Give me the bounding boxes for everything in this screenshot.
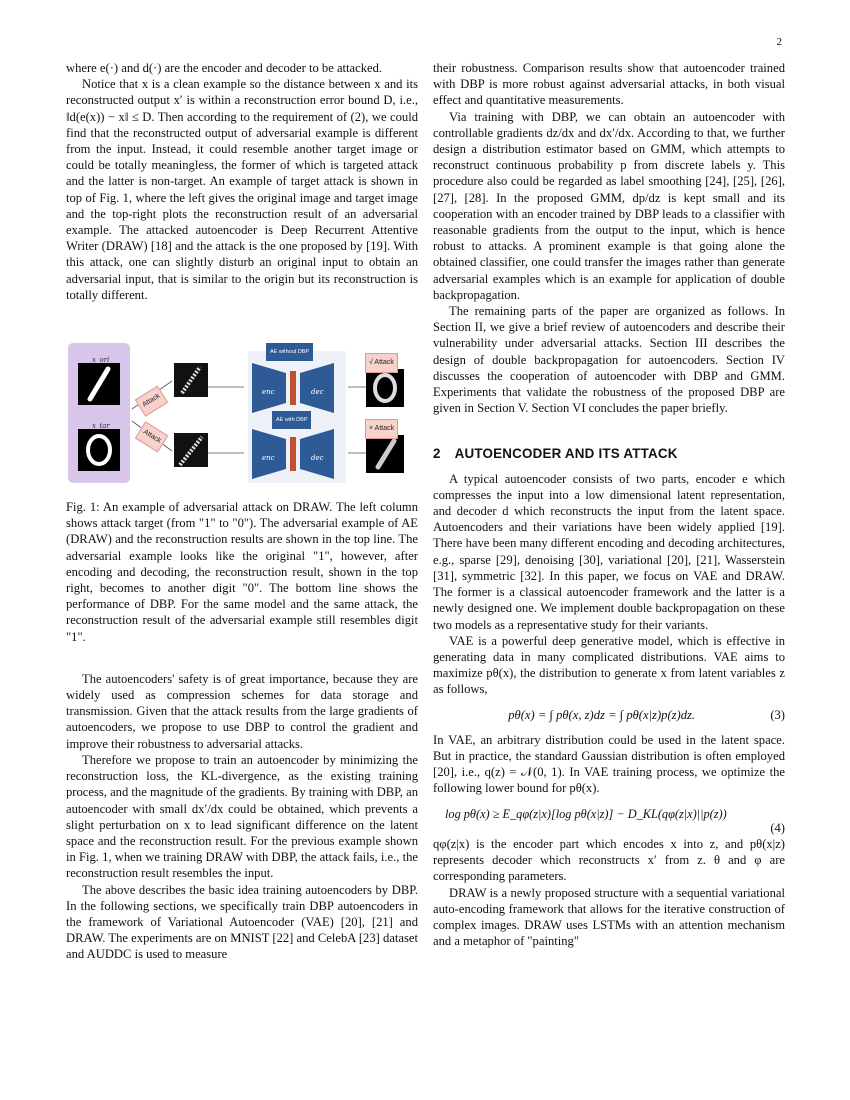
latent-bar: [290, 371, 296, 405]
equation-body: pθ(x) = ∫ pθ(x, z)dz = ∫ pθ(x|z)p(z)dz.: [508, 707, 696, 722]
x-tar-label: x_tar: [92, 422, 110, 431]
paragraph: A typical autoencoder consists of two parts, encoder e which compresses the input into a low dimensional latent representation, and decoder d which reconstructs the input from the latent space. Autoencoders and their variations have been widely applied [19]. There have been many different encoding and decoding architectures, e.g., sparse [29], denoising [30], variational [20], [21], Wasserstein [31], symmetric [32]. In this paper, we focus on VAE and DRAW. The former is a classical autoencoder framework and the latter is a newly designed one. We implement double backpropagation on these two models as a representative study for their variants.: [433, 471, 785, 632]
paragraph: where e(·) and d(·) are the encoder and decoder to be attacked.: [66, 61, 383, 75]
enc-label: enc: [262, 388, 275, 397]
paragraph: The remaining parts of the paper are organized as follows. In Section II, we give a brief review of autoencoders and describe their vulnerability under adversarial attacks. Section III describes the design of double backpropagation for autoencoders. Section IV discusses the cooperation of autoencoder with DBP and GMM. Experiments that validate the robustness of the proposed DBP are given in Section V. Section VI concludes the paper briefly.: [433, 304, 785, 416]
figure-1: [66, 341, 418, 487]
left-column: [66, 60, 418, 963]
paragraph: qφ(z|x) is the encoder part which encodes x into z, and pθ(x|z) represents decoder which reconstructs x′ from z. θ and φ are corresponding parameters.: [433, 836, 785, 884]
attack-tag: Attack: [135, 385, 169, 417]
equation-body: log pθ(x) ≥ E_qφ(z|x)[log pθ(x|z)] − D_KL(qφ(z|x)||p(z)): [445, 806, 727, 821]
paragraph: Therefore we propose to train an autoencoder by minimizing the reconstruction loss, the KL-divergence, as the existing training process, and the magnitude of the gradients. By training with DBP, an autoencoder with small dx′/dx could be obtained, which prevents a slight perturbation on x to lead significant difference on the latent space and the reconstruction result. For the previous example shown in Fig. 1, when we training DRAW with DBP, the attack fails, i.e., the reconstruction result resembles the input.: [66, 752, 418, 881]
ae-with-dbp-title: AE with DBP: [272, 411, 311, 429]
section-heading: [433, 446, 785, 462]
paragraph: In VAE, an arbitrary distribution could be used in the latent space. But in practice, the standard Gaussian distribution is often employed [20], i.e., q(z) = 𝒩(0, 1). In VAE training process, we optimize the following lower bound for pθ(x).: [433, 732, 785, 796]
section-number: 2: [433, 446, 441, 462]
paragraph: DRAW is a newly proposed structure with a sequential variational auto-encoding framework that allows for the iterative construction of complex images. DRAW uses LSTMs with an attention mechanism and a metaphor of "painting": [433, 885, 785, 949]
paragraph: The above describes the basic idea training autoencoders by DBP. In the following sections, we specifically train DBP autoencoders in the framework of Variational Autoencoder (VAE) [20], [21] and DRAW. The experiments are on MNIST [22] and CelebA [23] dataset and AUDDC is used to measure: [66, 882, 418, 962]
right-column: [433, 60, 785, 949]
paragraph: VAE is a powerful deep generative model, which is effective in generating data in many complicated distributions. VAE aims to maximize pθ(x), the distribution to generate x from latent variables z as follows,: [433, 633, 785, 697]
x-ori-label: x_ori: [92, 356, 110, 365]
equation-4: [433, 806, 785, 822]
ae-without-dbp-title: AE without DBP: [266, 343, 313, 361]
paragraph: their robustness. Comparison results show that autoencoder trained with DBP is more robust against adversarial attacks, in both visual effect and quantitative measurements.: [433, 61, 785, 108]
equation-3: [433, 707, 785, 723]
equation-number: (4): [770, 820, 785, 835]
attack-tag: Attack: [135, 421, 169, 453]
paragraph: Via training with DBP, we can obtain an autoencoder with controllable gradients dz/dx and dx′/dx. According to that, we further design a distribution estimator based on GMM, which attempts to reconstruct continuous probability p from discrete labels y. This procedure also could be regarded as label smoothing [24], [25], [26], [27], [28]. In the proposed GMM, dp/dz is kept small and its cooperation with an encoder trained by DBP leads to a classifier with reasonable gradients from the output to the input, which is hence robust to attacks. A prominent example is that going alone the obtained classifier, one could transfer the images rather than generate adversarial examples which is an example for application of double backpropagation.: [433, 109, 785, 302]
dec-label: dec: [311, 454, 324, 463]
latent-bar: [290, 437, 296, 471]
attack-fail-tag: × Attack: [365, 419, 398, 439]
section-title: AUTOENCODER AND ITS ATTACK: [454, 446, 678, 462]
page-number: 2: [776, 36, 782, 48]
figure-caption: Fig. 1: An example of adversarial attack on DRAW. The left column shows attack target (from "1" to "0"). The adversarial example of AE (DRAW) and the reconstruction results are shown in the top line. The adversarial example looks like the original "1", however, after encoding and decoding, the reconstruction result, shown in the top right, becomes to another digit "0". The bottom line shows the performance of DBP. For the same model and the same attack, the reconstruction result of the adversarial example still resembles digit "1".: [66, 500, 418, 644]
paragraph: The autoencoders' safety is of great importance, because they are widely used as compression schemes for data storage and transmission. Given that the attack results from the large gradients of autoencoders, we propose to use DBP to control the gradient and improve their robustness to adversarial attacks.: [66, 671, 418, 751]
enc-label: enc: [262, 454, 275, 463]
attack-success-tag: √ Attack: [365, 353, 398, 373]
equation-number: (3): [770, 707, 785, 722]
dec-label: dec: [311, 388, 324, 397]
paragraph: Notice that x is a clean example so the distance between x and its reconstructed output x′ is within a reconstruction error bound D, i.e., ‖d(e(x)) − x‖ ≤ D. Then according to the requirement of (2), we could find that the reconstructed output of adversarial example is different from the input. Instead, it could resemble another target image or could be totally meaningless, the former of which is targeted attack and the latter is non-target. An example of target attack is shown in top of Fig. 1, where the left gives the original image and target image and the top-right plots the reconstruction result of an adversarial example. The attacked autoencoder is Deep Recurrent Attentive Writer (DRAW) [18] and the attack is the one proposed by [19]. With this attack, one can slightly disturb an original input to obtain an adversarial input, that is similar to the origin but its reconstruction is totally different.: [66, 77, 418, 302]
